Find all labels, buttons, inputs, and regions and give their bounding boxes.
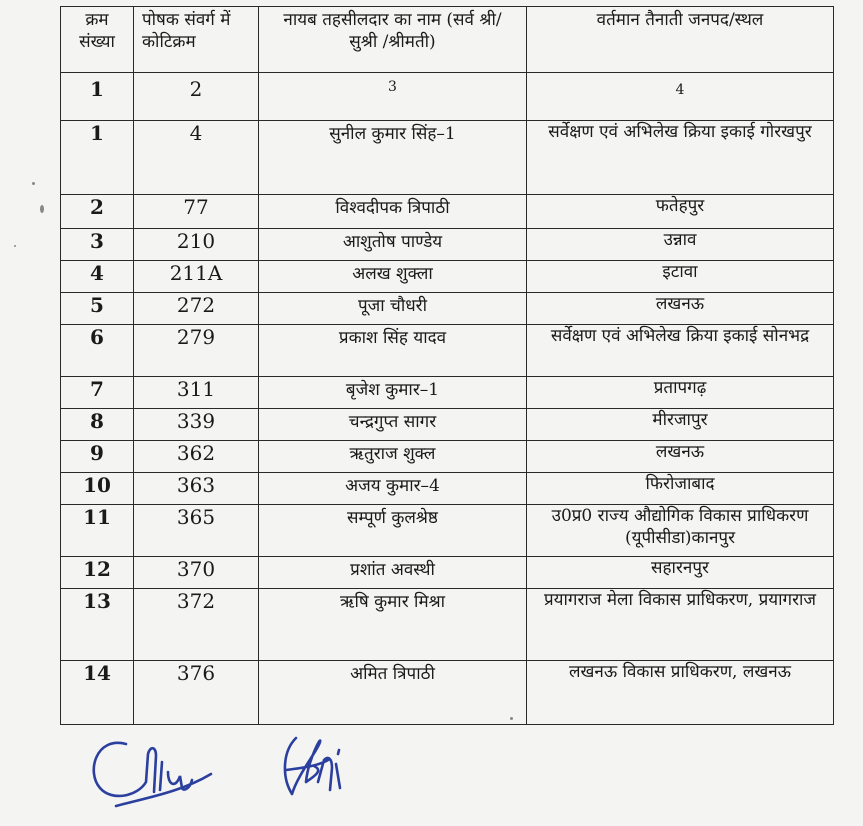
code-cell: 372 <box>134 589 259 661</box>
posting-table <box>60 6 834 725</box>
scan-speck <box>14 245 16 247</box>
serial-cell: 3 <box>61 229 134 261</box>
name-cell: बृजेश कुमार–1 <box>259 377 527 409</box>
code-cell: 272 <box>134 293 259 325</box>
header-serial: क्रम संख्या <box>61 7 134 73</box>
name-cell: सुनील कुमार सिंह–1 <box>259 121 527 195</box>
posting-cell: सर्वेक्षण एवं अभिलेख क्रिया इकाई सोनभद्र <box>527 325 834 377</box>
serial-cell: 1 <box>61 121 134 195</box>
posting-cell: प्रतापगढ़ <box>527 377 834 409</box>
header-code: पोषक संवर्ग में कोटिक्रम <box>134 7 259 73</box>
name-cell: ऋषि कुमार मिश्रा <box>259 589 527 661</box>
serial-cell: 4 <box>61 261 134 293</box>
code-cell: 365 <box>134 505 259 557</box>
signature-1 <box>86 732 216 812</box>
table-row <box>61 473 834 505</box>
posting-cell: लखनऊ विकास प्राधिकरण, लखनऊ <box>527 661 834 725</box>
serial-cell: 11 <box>61 505 134 557</box>
name-cell: प्रशांत अवस्थी <box>259 557 527 589</box>
posting-cell: इटावा <box>527 261 834 293</box>
table-row <box>61 229 834 261</box>
serial-cell: 5 <box>61 293 134 325</box>
code-cell: 77 <box>134 195 259 229</box>
name-cell: आशुतोष पाण्डेय <box>259 229 527 261</box>
table-row <box>61 261 834 293</box>
posting-cell: फिरोजाबाद <box>527 473 834 505</box>
posting-cell: प्रयागराज मेला विकास प्राधिकरण, प्रयागराज <box>527 589 834 661</box>
code-cell: 210 <box>134 229 259 261</box>
serial-cell: 13 <box>61 589 134 661</box>
table-row <box>61 121 834 195</box>
table-row <box>61 377 834 409</box>
code-cell: 311 <box>134 377 259 409</box>
name-cell: सम्पूर्ण कुलश्रेष्ठ <box>259 505 527 557</box>
name-cell: अलख शुक्ला <box>259 261 527 293</box>
posting-cell: फतेहपुर <box>527 195 834 229</box>
serial-cell: 9 <box>61 441 134 473</box>
table-row <box>61 505 834 557</box>
table-row <box>61 325 834 377</box>
table-row <box>61 409 834 441</box>
posting-cell: उ0प्र0 राज्य औद्योगिक विकास प्राधिकरण (यूपीसीडा)कानपुर <box>527 505 834 557</box>
serial-cell: 10 <box>61 473 134 505</box>
posting-cell: लखनऊ <box>527 441 834 473</box>
name-cell: ऋतुराज शुक्ल <box>259 441 527 473</box>
code-cell: 211A <box>134 261 259 293</box>
scan-speck <box>32 182 35 185</box>
scan-speck <box>510 717 513 720</box>
code-cell: 370 <box>134 557 259 589</box>
name-cell: पूजा चौधरी <box>259 293 527 325</box>
serial-cell: 8 <box>61 409 134 441</box>
posting-cell: सहारनपुर <box>527 557 834 589</box>
name-cell: अमित त्रिपाठी <box>259 661 527 725</box>
code-cell: 4 <box>134 121 259 195</box>
table-row <box>61 589 834 661</box>
posting-cell: उन्नाव <box>527 229 834 261</box>
signature-2 <box>278 730 358 805</box>
header-posting: वर्तमान तैनाती जनपद/स्थल <box>527 7 834 73</box>
column-index-row <box>61 73 834 121</box>
name-cell: चन्द्रगुप्त सागर <box>259 409 527 441</box>
code-cell: 376 <box>134 661 259 725</box>
code-cell: 362 <box>134 441 259 473</box>
posting-cell: लखनऊ <box>527 293 834 325</box>
posting-cell: मीरजापुर <box>527 409 834 441</box>
serial-cell: 2 <box>61 195 134 229</box>
name-cell: प्रकाश सिंह यादव <box>259 325 527 377</box>
serial-cell: 12 <box>61 557 134 589</box>
header-row <box>61 7 834 73</box>
table-row <box>61 661 834 725</box>
column-index: 2 <box>134 73 259 121</box>
column-index: 1 <box>61 73 134 121</box>
column-index: 4 <box>527 73 834 121</box>
table-row <box>61 441 834 473</box>
serial-cell: 7 <box>61 377 134 409</box>
serial-cell: 14 <box>61 661 134 725</box>
code-cell: 279 <box>134 325 259 377</box>
table-row <box>61 293 834 325</box>
column-index: 3 <box>259 73 527 121</box>
name-cell: विश्वदीपक त्रिपाठी <box>259 195 527 229</box>
name-cell: अजय कुमार–4 <box>259 473 527 505</box>
code-cell: 339 <box>134 409 259 441</box>
table-row <box>61 195 834 229</box>
serial-cell: 6 <box>61 325 134 377</box>
header-name: नायब तहसीलदार का नाम (सर्व श्री/सुश्री /श्रीमती) <box>259 7 527 73</box>
scan-speck <box>40 205 44 213</box>
code-cell: 363 <box>134 473 259 505</box>
posting-cell: सर्वेक्षण एवं अभिलेख क्रिया इकाई गोरखपुर <box>527 121 834 195</box>
table-row <box>61 557 834 589</box>
